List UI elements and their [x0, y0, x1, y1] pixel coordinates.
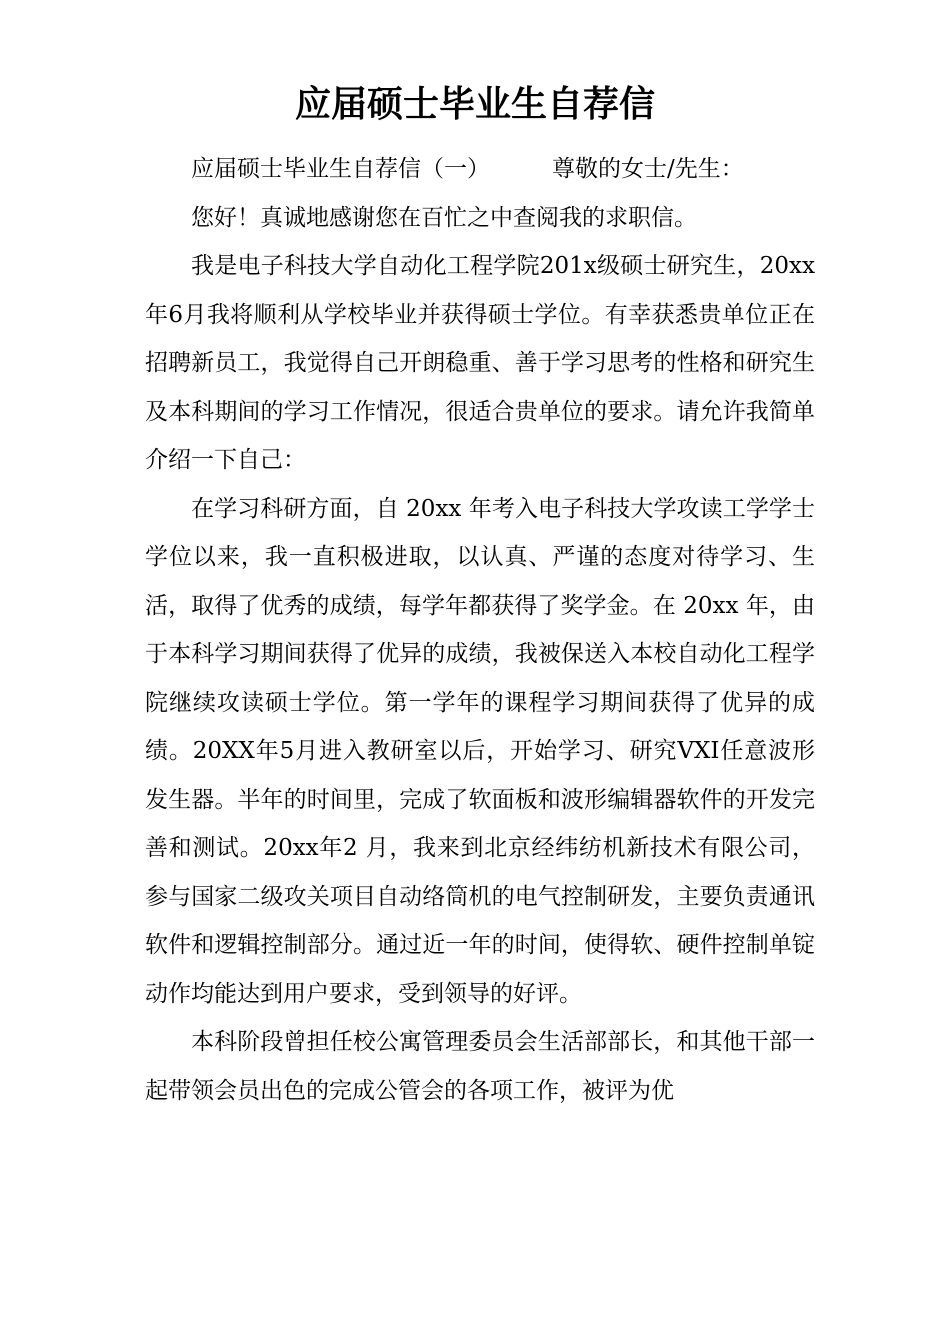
- intro-paragraph: 我是电子科技大学自动化工程学院201x级硕士研究生，20xx年6月我将顺利从学校毕业并获得硕士学位。有幸获悉贵单位正在招聘新员工，我觉得自己开朗稳重、善于学习思考的性格和研究生及本科期间的学习工作情况，很适合贵单位的要求。请允许我简单介绍一下自己：: [145, 253, 815, 473]
- document-title: 应届硕士毕业生自荐信: [294, 84, 655, 125]
- letter-subtitle: 应届硕士毕业生自荐信（一）: [191, 156, 490, 182]
- study-research-paragraph: 在学习科研方面，自 20xx 年考入电子科技大学攻读工学学士学位以来，我一直积极进取，以认真、严谨的态度对待学习、生活，取得了优秀的成绩，每学年都获得了奖学金。在 20xx 年，由于本科学习期间获得了优异的成绩，我被保送入本校自动化工程学院继续攻读硕士学位。第一学年的课程学习期间获得了优异的成绩。20XX年5月进入教研室以后，开始学习、研究VXI任意波形发生器。半年的时间里，完成了软面板和波形编辑器软件的开发完善和测试。20xx年2 月，我来到北京经纬纺机新技术有限公司，参与国家二级攻关项目自动络筒机的电气控制研发，主要负责通讯软件和逻辑控制部分。通过近一年的时间，使得软、硬件控制单锭动作均能达到用户要求，受到领导的好评。: [145, 495, 815, 1007]
- subtitle-line: [145, 145, 815, 194]
- activities-paragraph: 本科阶段曾担任校公寓管理委员会生活部部长，和其他干部一起带领会员出色的完成公管会的各项工作，被评为优: [145, 1029, 815, 1104]
- greeting-paragraph: 您好！真诚地感谢您在百忙之中查阅我的求职信。: [191, 204, 697, 231]
- salutation: 尊敬的女士/先生：: [552, 156, 744, 182]
- letter-body: [145, 145, 815, 1115]
